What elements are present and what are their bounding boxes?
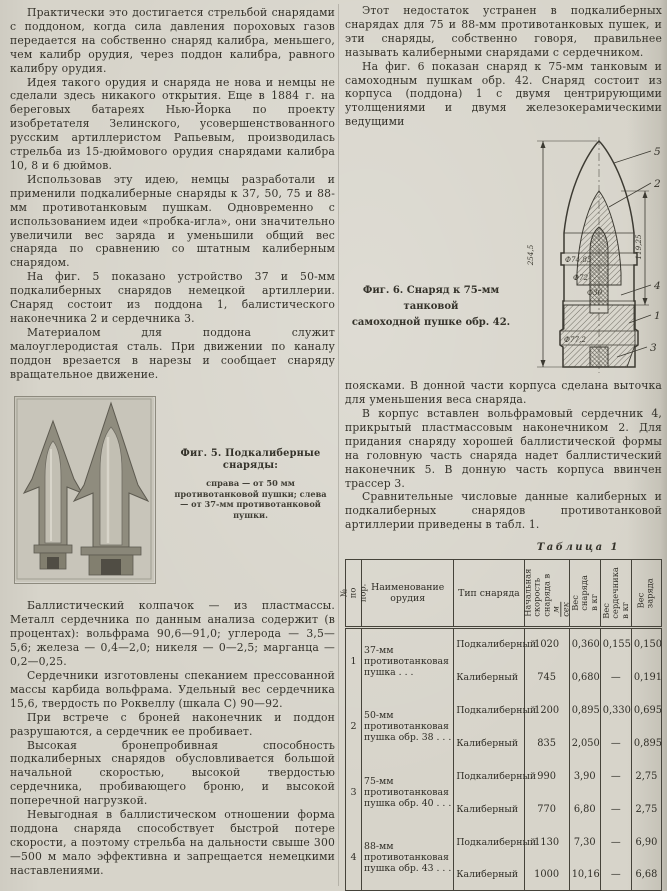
col-header-charge-weight: Вес заряда xyxy=(631,560,661,628)
table-header-row xyxy=(346,560,662,628)
fig6-caption xyxy=(345,135,517,375)
comparison-table xyxy=(338,559,662,891)
fig6-caption-line2: самоходной пушке обр. 42. xyxy=(351,317,511,329)
dim-d1: Ф74,85 xyxy=(565,255,592,265)
dim-head-length: 119,25 xyxy=(634,234,643,260)
fig6-drawing xyxy=(517,135,667,375)
paragraph: На фиг. 6 показан снаряд к 75-мм танковым и самоходным пушкам обр. 42. Снаряд состоит из корпуса (поддона) 1 с двумя центрирующими утолщениями и двумя железокерамическими ведущими xyxy=(345,59,662,129)
table-label: Таблица 1 xyxy=(536,542,620,554)
dim-d3: Ф30 xyxy=(587,288,603,298)
figure-5 xyxy=(14,396,335,588)
table-row: Калиберный 745 0,680 — 0,191 xyxy=(346,661,662,694)
fig5-caption xyxy=(156,396,335,588)
table-row: 3 75-мм противотанковая пушка обр. 40 . . . Подкалиберный 990 3,90 — 2,75 xyxy=(346,760,662,793)
callout-1: 1 xyxy=(654,310,661,323)
subcaliber-shells-photo xyxy=(15,397,153,581)
callout-2: 2 xyxy=(654,178,661,191)
paragraph: Этот недостаток устранен в подкалиберных снарядах для 75 и 88-мм противотанковых пушек, и эти снаряды, собственно говоря, правильнее называть калиберными снарядами с сердечником. xyxy=(345,4,662,59)
col-header-name: Наименование орудия xyxy=(362,560,454,628)
callout-3: 3 xyxy=(650,342,657,355)
figure-6 xyxy=(345,135,662,375)
callout-5: 5 xyxy=(654,146,661,159)
paragraph: Баллистический колпачок — из пластмассы. Металл сердечника по данным анализа содержит (в процентах): вольфрама 90,6—91,0; углерода — 3,5—5,6; железа — 0,4—2,0; никеля — 0—2,5; марганца — 0,2—0,25. xyxy=(10,599,335,669)
paragraph: При встрече с броней наконечник и поддон разрушаются, а сердечник ее пробивает. xyxy=(10,710,335,738)
paragraph: Материалом для поддона служит малоуглеродистая сталь. При движении по каналу поддон врезается в нарезы и сообщает снаряду вращательное движение. xyxy=(10,325,335,381)
table-row: Калиберный 1000 10,16 — 6,68 xyxy=(346,859,662,891)
table-row: 4 88-мм противотанковая пушка обр. 43 . . . Подкалиберный 1130 7,30 — 6,90 xyxy=(346,826,662,859)
paragraph: Сравнительные числовые данные калиберных и подкалиберных снарядов противотанковой артиллерии приведены в табл. 1. xyxy=(345,490,662,532)
col-header-velocity: Начальная скорость снаряда в м сек xyxy=(524,560,569,628)
paragraph: поясками. В донной части корпуса сделана выточка для уменьшения веса снаряда. xyxy=(345,379,662,407)
col-header-num: № по пор. xyxy=(346,560,362,628)
col-header-type: Тип снаряда xyxy=(454,560,524,628)
table-row: Калиберный 770 6,80 — 2,75 xyxy=(346,793,662,826)
velocity-units-fraction: м сек xyxy=(549,602,571,618)
fig6-caption-line1: Фиг. 6. Снаряд к 75-мм танковой xyxy=(362,285,500,313)
paragraph: Высокая бронепробивная способность подкалиберных снарядов обусловливается большой начальной скоростью, высокой твердостью сердечника, пробивающего броню, и высокой поперечной нагрузкой. xyxy=(10,738,335,808)
col-header-core-weight: Вес сердечника в кг xyxy=(600,560,631,628)
table-row: 2 50-мм противотанковая пушка обр. 38 . . . Подкалиберный 1200 0,895 0,330 0,695 xyxy=(346,694,662,727)
callout-4: 4 xyxy=(654,280,661,293)
paragraph: В корпус вставлен вольфрамовый сердечник 4, прикрытый пластмассовым наконечником 2. Для придания снаряду хорошей баллистической формы на головную часть снаряда надет баллистический наконечник 5. В донную часть корпуса ввинчен трассер 3. xyxy=(345,406,662,490)
paragraph: Невыгодная в баллистическом отношении форма поддона снаряда способствует быстрой потере скорости, а поэтому стрельба на дальности свыше 300—500 м мало эффективна и запрещается немецкими наставлениями. xyxy=(10,808,335,877)
table-row: Калиберный 835 2,050 — 0,895 xyxy=(346,727,662,760)
left-column xyxy=(10,6,335,878)
dim-overall-length: 254,5 xyxy=(526,244,535,266)
paragraph: Использовав эту идею, немцы разработали и применили подкалиберные снаряды к 37, 50, 75 и 88-мм противотанковым пушкам. Одновременно с использованием идеи «пробка-игла», они значительно увеличили вес заряда и уменьшили общий вес снаряда по сравнению со штатным калиберным снарядом. xyxy=(10,172,335,270)
shell-cross-section-drawing xyxy=(517,135,667,375)
dim-d2: Ф72 xyxy=(573,273,589,283)
col-header-shell-weight: Вес снаряда в кг xyxy=(569,560,600,628)
table-row: 1 37-мм противотанковая пушка . . . Подкалиберный 1020 0,360 0,155 0,150 xyxy=(346,628,662,661)
paragraph: Практически это достигается стрельбой снарядами с поддоном, когда сила давления пороховых газов передается на собственно снаряд калибра, меньшего, чем калибр орудия, через поддон калибра, равного калибру орудия. xyxy=(10,6,335,75)
paragraph: Сердечники изготовлены спеканием прессованной массы карбида вольфрама. Удельный вес сердечника 15,6, твердость по Роквеллу (шкала С) 90—92. xyxy=(10,669,335,710)
fig5-caption-title: Фиг. 5. Подкалиберные снаряды: xyxy=(180,448,321,472)
dim-d4: Ф77,2 xyxy=(564,335,586,345)
paragraph: На фиг. 5 показано устройство 37 и 50-мм подкалиберных снарядов немецкой артиллерии. Снаряд состоит из поддона 1, балистического наконечника 2 и сердечника 3. xyxy=(10,270,335,325)
fig5-caption-detail: справа — от 50 мм противотанковой пушки; слева — от 37-мм противотанковой пушки. xyxy=(174,478,327,520)
column-divider-rule xyxy=(338,4,339,886)
paragraph: Идея такого орудия и снаряда не нова и немцы не сделали здесь никакого открытия. Еще в 1884 г. на береговых батареях Нью-Йорка по проекту изобретателя Зелинского, усовершенствованного русским артиллеристом Рапьевым, производилась стрельба из 15-дюймового орудия снарядами калибра 10, 8 и 6 дюймов. xyxy=(10,75,335,172)
fig5-photo xyxy=(14,396,156,584)
right-column xyxy=(338,4,662,891)
